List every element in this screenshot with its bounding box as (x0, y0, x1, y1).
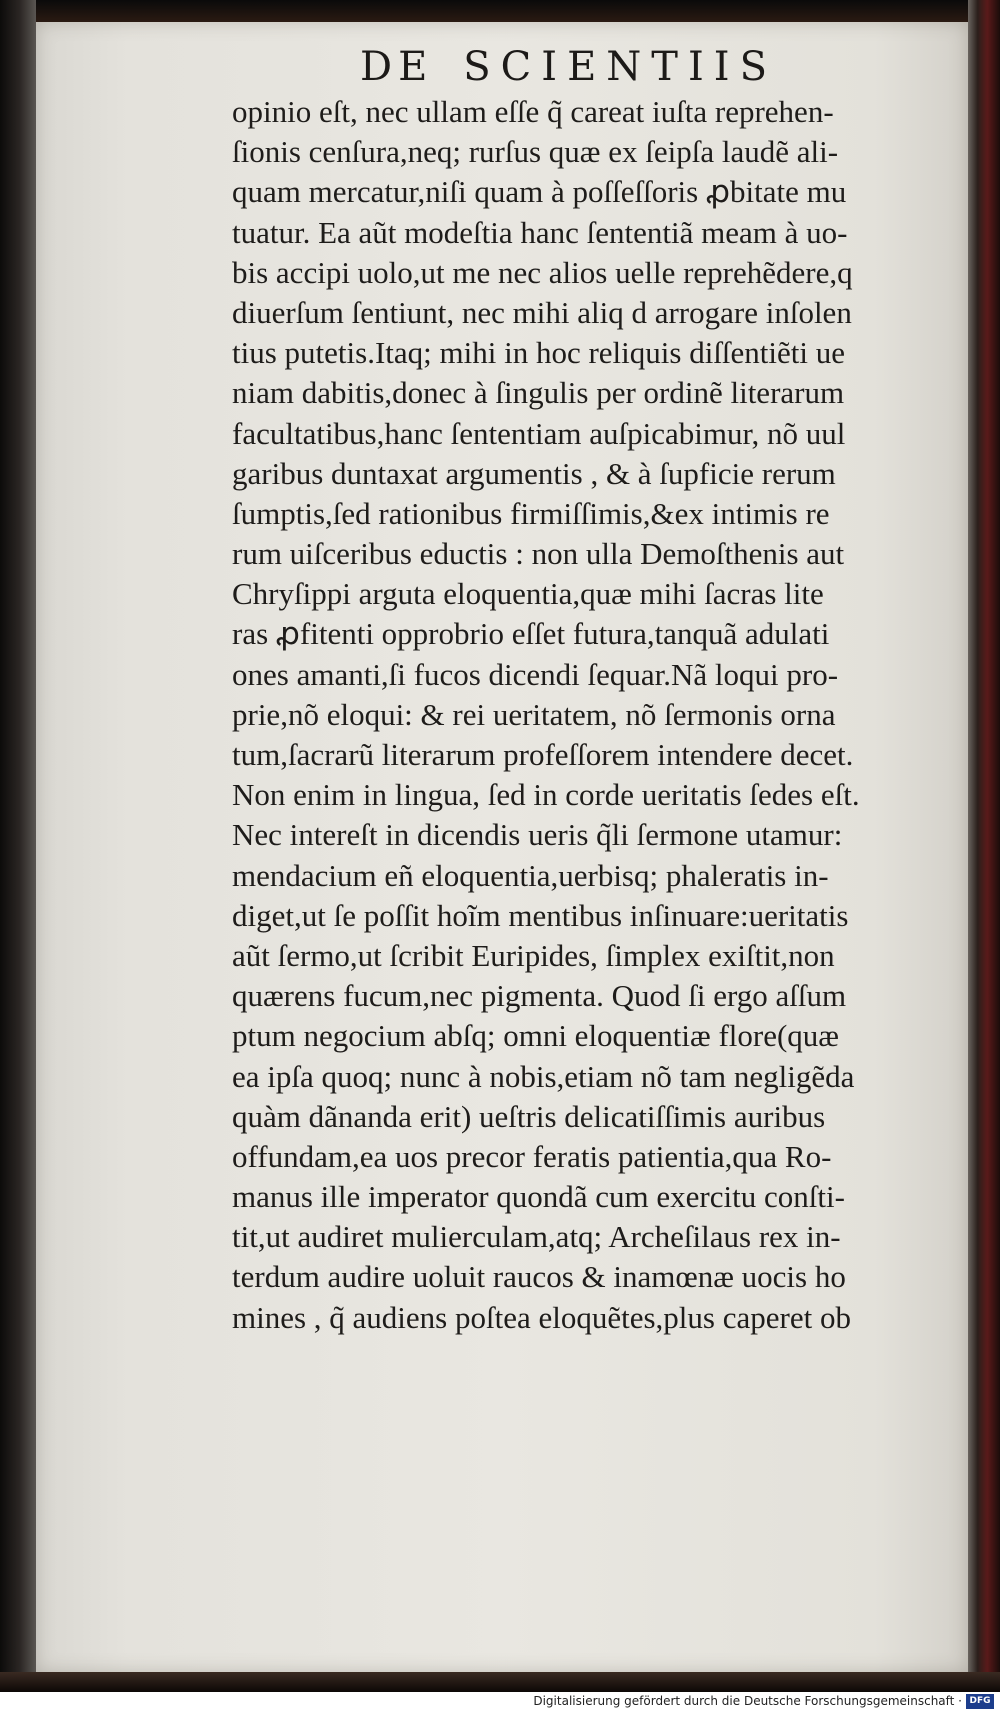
header-word-de: DE (360, 44, 434, 90)
scan-border-bottom (0, 1672, 1000, 1692)
funding-credit: Digitalisierung gefördert durch die Deutsche Forschungsgemeinschaft · (533, 1694, 962, 1708)
scan-border-left (0, 0, 36, 1690)
digitization-footer (0, 1692, 1000, 1713)
dfg-logo: DFG (966, 1694, 994, 1709)
book-spine-edge (968, 0, 1000, 1690)
body-text: opinio eſt, nec ullam eſſe q̃ careat iuſta reprehen- ſionis cenſura,neq; rurſus quæ ex ſeipſa laudẽ ali- quam mercatur,niſi quam à poſſeſſoris ꝓbitate mu tuatur. Ea aũt modeſtia hanc ſententiã meam à uo- bis accipi uolo,ut me nec alios uelle reprehẽdere,q diuerſum ſentiunt, nec mihi aliq d arrogare inſolen tius putetis.Itaq; mihi in hoc reliquis diſſentiẽti ue niam dabitis,donec à ſingulis per ordinẽ literarum facultatibus,hanc ſententiam auſpicabimur, nõ uul garibus duntaxat argumentis , & à ſupficie rerum ſumptis,ſed rationibus firmiſſimis,&ex intimis re rum uiſceribus eductis : non ulla Demoſthenis aut Chryſippi arguta eloquentia,quæ mihi ſacras lite ras ꝓfitenti opprobrio eſſet futura,tanquã adulati ones amanti,ſi fucos dicendi ſequar.Nã loqui pro- prie,nõ eloqui: & rei ueritatem, nõ ſermonis orna tum,ſacrarũ literarum profeſſorem intendere decet. Non enim in lingua, ſed in corde ueritatis ſedes eſt. Nec intereſt in dicendis ueris q̃li ſermone utamur: mendacium eñ eloquentia,uerbisq; phaleratis in- diget,ut ſe poſſit hoĩm mentibus inſinuare:ueritatis aũt ſermo,ut ſcribit Euripides, ſimplex exiſtit,non quærens fucum,nec pigmenta. Quod ſi ergo aſſum ptum negocium abſq; omni eloquentiæ flore(quæ ea ipſa quoq; nunc à nobis,etiam nõ tam negligẽda quàm dãnanda erit) ueſtris delicatiſſimis auribus offundam,ea uos precor feratis patientia,qua Ro- manus ille imperator quondã cum exercitu conſti- tit,ut audiret mulierculam,atq; Archeſilaus rex in- terdum audire uoluit raucos & inamœnæ uocis ho mines , q̃ audiens poſtea eloquẽtes,plus caperet ob (232, 94, 860, 1335)
running-header (360, 44, 860, 90)
header-word-scientiis: SCIENTIIS (463, 44, 777, 90)
scan-border-top (0, 0, 1000, 22)
